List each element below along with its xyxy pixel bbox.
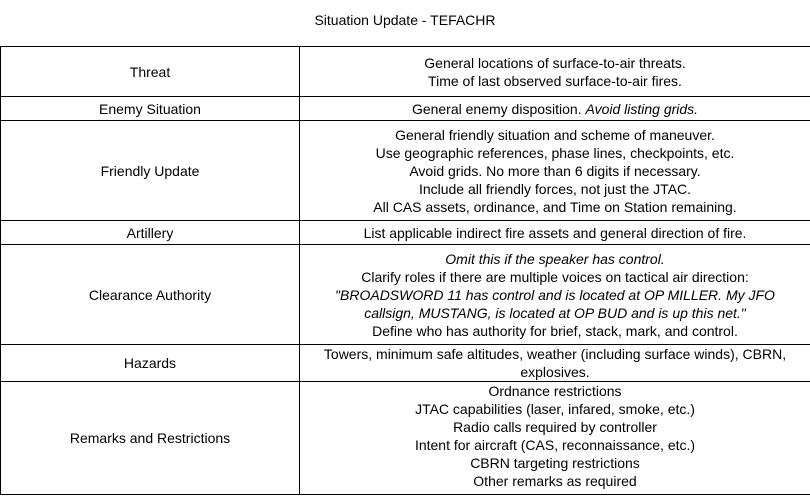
situation-update-table <box>0 46 810 495</box>
content-line: All CAS assets, ordinance, and Time on Station remaining. <box>373 198 737 215</box>
content-line: Intent for aircraft (CAS, reconnaissance, etc.) <box>414 437 696 453</box>
content-line: General friendly situation and scheme of maneuver. <box>395 126 715 143</box>
row-label-hazards: Hazards <box>1 345 300 382</box>
row-label-artillery: Artillery <box>1 221 300 245</box>
content-line: Use geographic references, phase lines, checkpoints, etc. <box>375 144 735 161</box>
row-content-friendly-update <box>300 121 810 221</box>
row-content-remarks-and-restrictions <box>300 382 810 495</box>
content-italic-line: Omit this if the speaker has control. <box>445 250 665 267</box>
row-label-clearance-authority: Clearance Authority <box>1 245 300 345</box>
content-italic: Avoid listing grids. <box>585 100 699 117</box>
table-row-clearance-authority <box>1 245 810 345</box>
row-content-hazards <box>300 345 810 382</box>
content-line: Time of last observed surface-to-air fires. <box>428 72 682 89</box>
row-label-remarks-and-restrictions: Remarks and Restrictions <box>1 382 300 495</box>
content-line: Ordnance restrictions <box>488 383 622 399</box>
page-title: Situation Update - TEFACHR <box>314 12 496 28</box>
content-line: JTAC capabilities (laser, infared, smoke, etc.) <box>415 401 695 417</box>
content-line: Radio calls required by controller <box>453 419 657 435</box>
content-italic-line: callsign, MUSTANG, is located at OP BUD and is up this net." <box>364 304 746 321</box>
table-row-threat <box>1 47 810 97</box>
content-italic-line: "BROADSWORD 11 has control and is located at OP MILLER. My JFO <box>335 286 775 303</box>
table-row-artillery <box>1 221 810 245</box>
row-content-clearance-authority <box>300 245 810 345</box>
table-row-remarks-and-restrictions <box>1 382 810 495</box>
table-row-friendly-update <box>1 121 810 221</box>
content-line: Clarify roles if there are multiple voices on tactical air direction: <box>361 268 749 285</box>
content-line: Define who has authority for brief, stack, mark, and control. <box>372 322 738 339</box>
row-label-threat: Threat <box>1 47 300 97</box>
table-row-enemy-situation <box>1 97 810 121</box>
row-label-friendly-update: Friendly Update <box>1 121 300 221</box>
content-line: General locations of surface-to-air threats. <box>424 54 686 71</box>
content-line: Other remarks as required <box>473 473 637 489</box>
content-line: Towers, minimum safe altitudes, weather (including surface winds), CBRN, <box>323 346 787 362</box>
content-line: Include all friendly forces, not just the JTAC. <box>418 180 692 197</box>
table-row-hazards <box>1 345 810 382</box>
row-label-enemy-situation: Enemy Situation <box>1 97 300 121</box>
row-content-threat <box>300 47 810 97</box>
row-content-enemy-situation <box>300 97 810 121</box>
row-content-artillery: List applicable indirect fire assets and general direction of fire. <box>300 221 810 245</box>
content-line: Avoid grids. No more than 6 digits if necessary. <box>409 162 701 179</box>
content-line: explosives. <box>520 364 590 380</box>
content-line: CBRN targeting restrictions <box>470 455 640 471</box>
content-text: General enemy disposition. <box>411 100 582 117</box>
